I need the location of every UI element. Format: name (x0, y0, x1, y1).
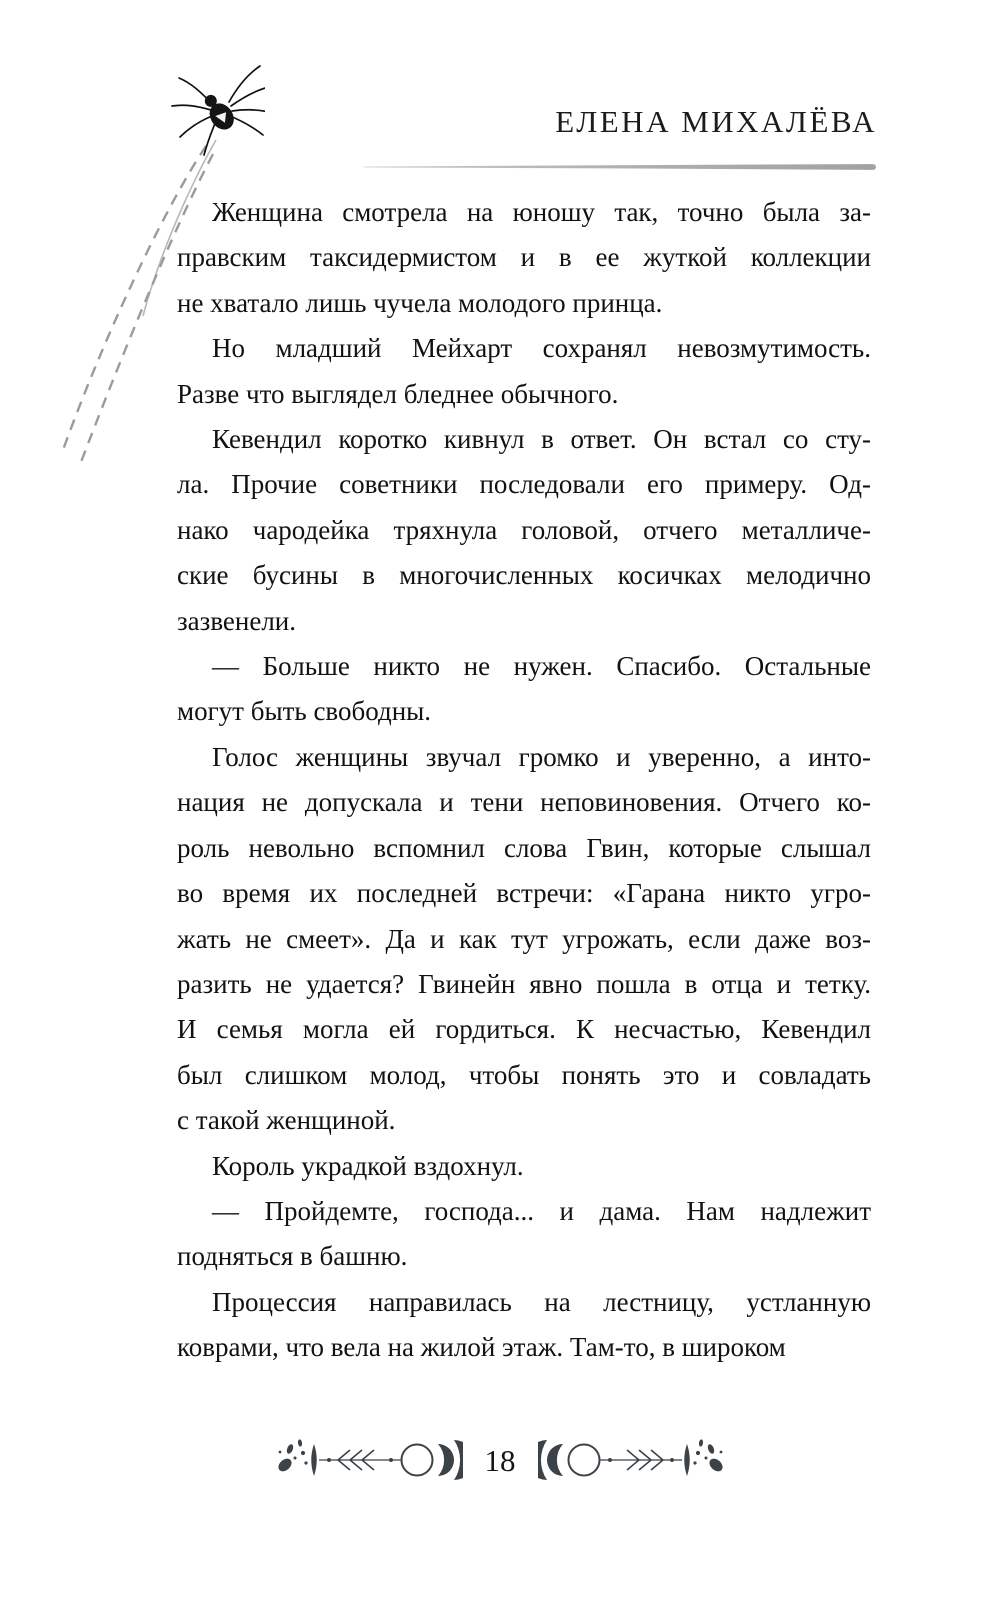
text-line: нако чародейка тряхнула головой, отчего металличе- (177, 514, 871, 545)
text-line: роль невольно вспомнил слова Гвин, которые слышал (177, 832, 871, 863)
text-line: ла. Прочие советники последовали его примеру. Од- (177, 469, 871, 500)
text-line: зазвенели. (177, 605, 296, 636)
text-line: с такой женщиной. (177, 1105, 396, 1136)
paragraph (177, 1189, 871, 1280)
text-line: Женщина смотрела на юношу так, точно была за- (212, 197, 871, 227)
text-line: во время их последней встречи: «Гарана никто угро- (177, 878, 871, 909)
paragraph (177, 326, 871, 417)
text-line: не хватало лишь чучела молодого принца. (177, 287, 663, 318)
header-rule (362, 163, 877, 171)
paragraph (177, 417, 871, 644)
paragraph (177, 190, 871, 326)
paragraph (177, 1280, 871, 1371)
text-line: разить не удается? Гвинейн явно пошла в отца и тетку. (177, 968, 871, 999)
paragraph (177, 644, 871, 735)
text-line: подняться в башню. (177, 1241, 408, 1272)
text-line: Голос женщины звучал громко и уверенно, а инто- (212, 741, 871, 772)
moon-phases-ornament-right-icon (538, 1436, 723, 1484)
text-line: — Больше никто не нужен. Спасибо. Остальные (212, 651, 871, 682)
text-line: — Пройдемте, господа... и дама. Нам надлежит (212, 1195, 871, 1226)
text-line: жать не смеет». Да и как тут угрожать, если даже воз- (177, 923, 871, 954)
moon-phases-ornament-left-icon (278, 1436, 463, 1484)
text-line: Король украдкой вздохнул. (212, 1150, 524, 1181)
text-line: правским таксидермистом и в ее жуткой коллекции (177, 242, 871, 273)
body-text (177, 190, 871, 1371)
paragraph (177, 735, 871, 1144)
text-line: Разве что выглядел бледнее обычного. (177, 378, 619, 409)
page-footer (0, 1432, 1000, 1488)
text-line: могут быть свободны. (177, 696, 432, 727)
text-line: Процессия направилась на лестницу, устланную (212, 1286, 871, 1317)
text-line: Кевендил коротко кивнул в ответ. Он встал со сту- (212, 424, 871, 455)
page-number: 18 (484, 1442, 516, 1478)
text-line: Но младший Мейхарт сохранял невозмутимость. (212, 333, 871, 364)
text-line: ские бусины в многочисленных косичках мелодично (177, 560, 871, 591)
text-line: нация не допускала и тени неповиновения. Отчего ко- (177, 787, 871, 818)
paragraph (177, 1144, 871, 1189)
running-header-author: ЕЛЕНА МИХАЛЁВА (555, 104, 877, 139)
text-line: был слишком молод, чтобы понять это и совладать (177, 1059, 871, 1090)
text-line: И семья могла ей гордиться. К несчастью, Кевендил (177, 1014, 871, 1045)
text-line: коврами, что вела на жилой этаж. Там-то, в широком (177, 1332, 786, 1363)
